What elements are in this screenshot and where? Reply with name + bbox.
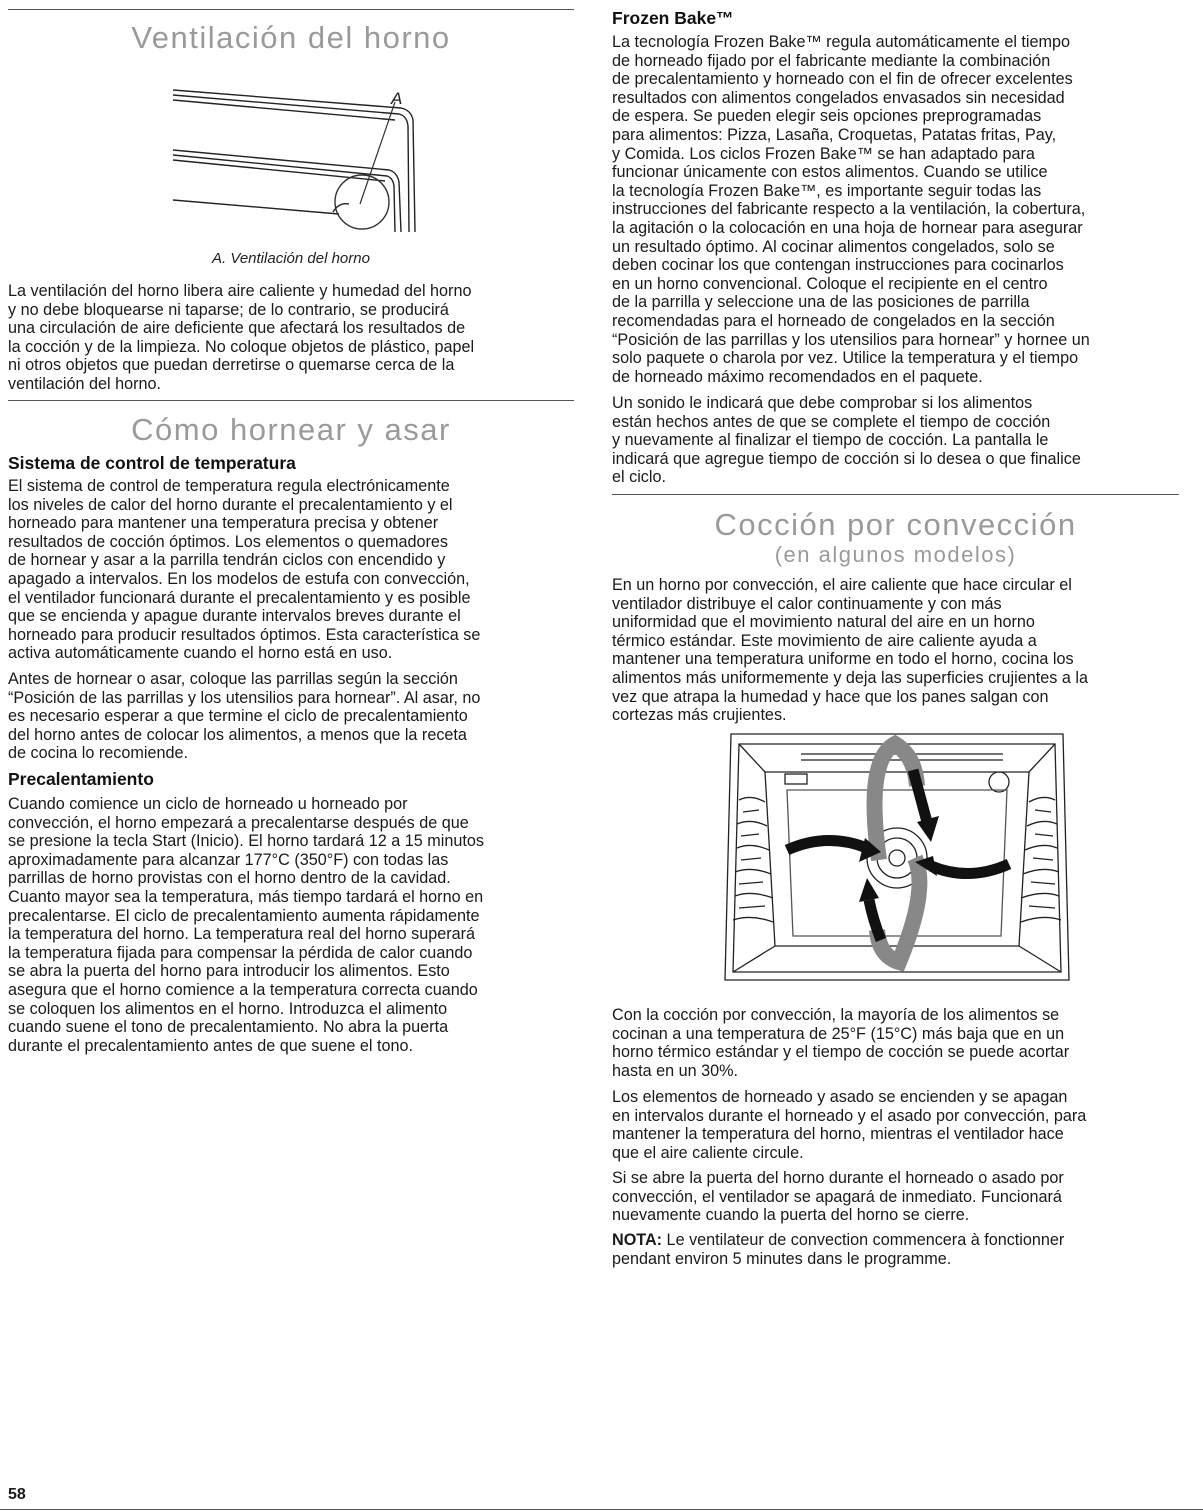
figure-caption: A. Ventilación del horno [212,250,370,267]
convection-para-1: En un horno por convección, el aire caliente que hace circular el ventilador distribuye el calor continuamente y con más uniformidad que el movimiento natural del aire en un horno térmico estándar. Este movimiento de aire caliente ayuda a mantener una temperatura uniforme en todo el horno, cocina los alimentos más uniformemente y deja las superficies crujientes a la vez que atrapa la humedad y hace que los panes salgan con cortezas más crujientes. [612,576,1088,725]
oven-vent-illustration [163,82,433,242]
convection-para-4: Si se abre la puerta del horno durante el horneado o asado por convección, el ventilador se apagará de inmediato. Funcionará nuevamente cuando la puerta del horno se cierre. [612,1169,1064,1225]
convection-note [612,1231,1179,1268]
note-label: NOTA: [612,1231,663,1249]
top-rule-left [8,9,574,10]
figure-label: A [391,89,403,108]
bake-section-title: Cómo hornear y asar [131,412,451,447]
preheat-para: Cuando comience un ciclo de horneado u horneado por convección, el horno empezará a precalentarse después de que se presione la tecla Start (Inicio). El horno tardará 12 a 15 minutos aproximadamente para alcanzar 177°C (350°F) con todas las parrillas de horno provistas con el horno dentro de la cavidad. Cuanto mayor sea la temperatura, más tiempo tardará el horno en precalentarse. El ciclo de precalentamiento aumenta rápidamente la temperatura del horno. La temperatura real del horno superará la temperatura fijada para compensar la pérdida de calor cuando se abra la puerta del horno para introducir los alimentos. Esto asegura que el horno comience a la temperatura correcta cuando se coloquen los alimentos en el horno. Introduzca el alimento cuando suene el tono de precalentamiento. No abra la puerta durante el precalentamiento antes de que suene el tono. [8,795,484,1055]
vent-body: La ventilación del horno libera aire caliente y humedad del horno y no debe bloquearse ni taparse; de lo contrario, se producirá una circulación de aire deficiente que afectará los resultados de la cocción y de la limpieza. No coloque objetos de plástico, papel ni otros objetos que puedan derretirse o quemarse cerca de la ventilación del horno. [8,282,475,393]
temp-control-para-2: Antes de hornear o asar, coloque las parrillas según la sección “Posición de las parrillas y los utensilios para hornear”. Al asar, no es necesario esperar a que termine el ciclo de precalentamiento del horno antes de colocar los alimentos, a menos que la receta de cocina lo recomiende. [8,670,481,763]
vent-section-title: Ventilación del horno [131,20,451,55]
frozen-bake-heading: Frozen Bake™ [612,8,734,28]
bottom-rule [0,1509,1203,1510]
frozen-bake-para-1: La tecnología Frozen Bake™ regula automáticamente el tiempo de horneado fijado por el fabricante mediante la combinación de precalentamiento y horneado con el fin de ofrecer excelentes resultados con alimentos congelados envasados sin necesidad de espera. Se pueden elegir seis opciones preprogramadas para alimentos: Pizza, Lasaña, Croquetas, Patatas fritas, Pay, y Comida. Los ciclos Frozen Bake™ se han adaptado para funcionar únicamente con estos alimentos. Cuando se utilice la tecnología Frozen Bake™, es importante seguir todas las instrucciones del fabricante respecto a la ventilación, la cobertura, la agitación o la colocación en una hoja de hornear para asegurar un resultado óptimo. Al cocinar alimentos congelados, solo se deben cocinar los que contengan instrucciones para cocinarlos en un horno convencional. Coloque el recipiente en el centro de la parrilla y seleccione una de las posiciones de parrilla recomendadas para el horneado de congelados en la sección “Posición de las parrillas y los utensilios para hornear” y hornee un solo paquete o charola por vez. Utilice la temperatura y el tiempo de horneado máximo recomendados en el paquete. [612,33,1090,386]
section-rule-left [8,400,574,401]
preheat-heading: Precalentamiento [8,769,154,789]
section-rule-right [612,494,1179,495]
airflow-arrows [787,744,1009,962]
convection-subtitle: (en algunos modelos) [774,542,1017,567]
frozen-bake-para-2: Un sonido le indicará que debe comprobar si los alimentos están hechos antes de que se complete el tiempo de cocción y nuevamente al finalizar el tiempo de cocción. La pantalla le indicará que agregue tiempo de cocción si lo desea o que finalice el ciclo. [612,394,1081,487]
convection-para-3: Los elementos de horneado y asado se encienden y se apagan en intervalos durante el horneado y el asado por convección, para mantener la temperatura del horno, mientras el ventilador hace que el aire caliente circule. [612,1088,1087,1162]
note-text: Le ventilateur de convection commencera à fonctionner pendant environ 5 minutes dans le programme. [612,1231,1065,1268]
temp-control-para-1: El sistema de control de temperatura regula electrónicamente los niveles de calor del horno durante el precalentamiento y el horneado para mantener una temperatura precisa y obtener resultados de cocción óptimos. Los elementos o quemadores de hornear y asar a la parrilla tendrán ciclos con encendido y apagado a intervalos. En los modelos de estufa con convección, el ventilador funcionará durante el precalentamiento y es posible que se encienda y apague durante intervalos breves durante el horneado para producir resultados óptimos. Esta característica se activa automáticamente cuando el horno está en uso. [8,477,481,663]
vent-highlight-circle [335,175,389,229]
convection-oven-illustration [717,730,1077,992]
convection-para-2: Con la cocción por convección, la mayoría de los alimentos se cocinan a una temperatura de 25°F (15°C) más baja que en un horno térmico estándar y el tiempo de cocción se puede acortar hasta en un 30%. [612,1006,1070,1080]
convection-title: Cocción por convección [714,507,1077,542]
page-number: 58 [8,1486,26,1503]
temp-control-heading: Sistema de control de temperatura [8,453,296,473]
